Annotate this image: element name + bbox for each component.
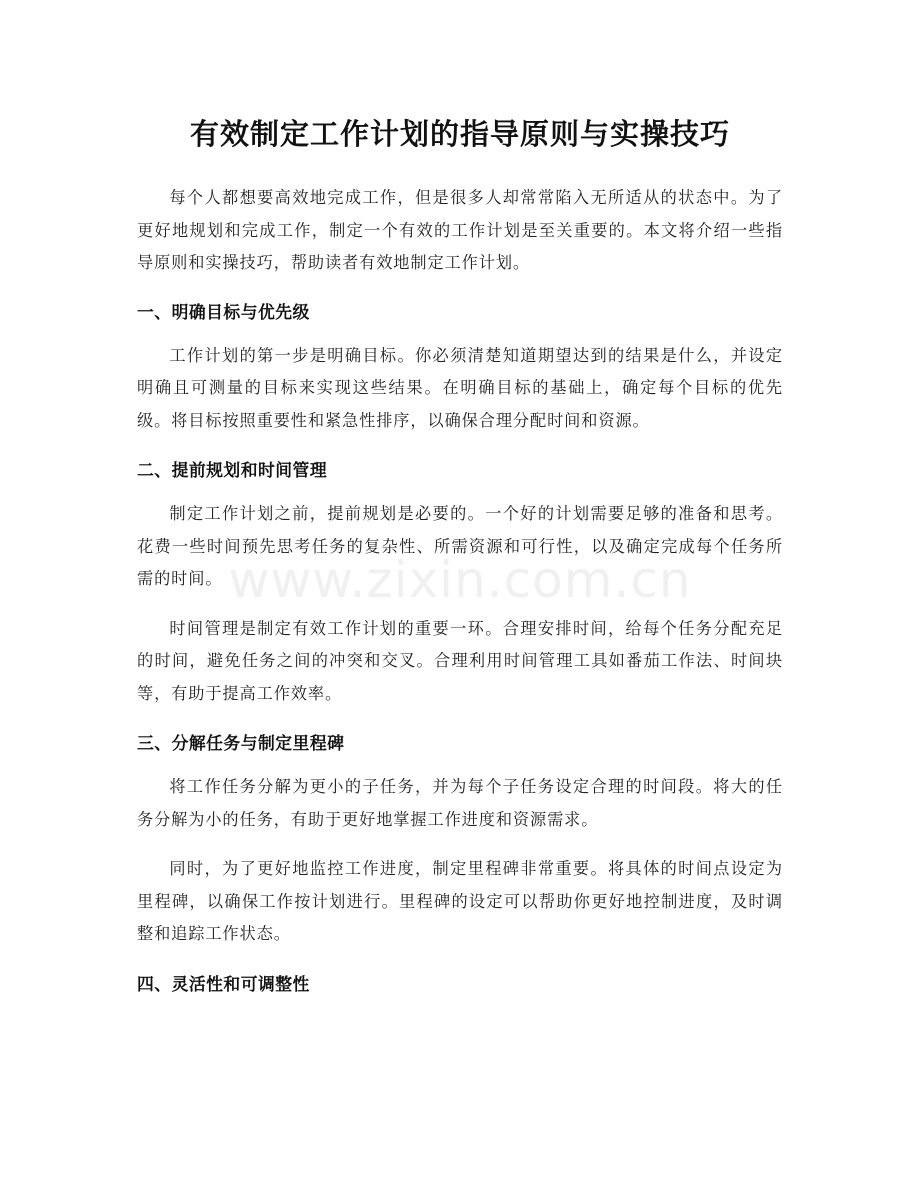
section-2-heading: 二、提前规划和时间管理 bbox=[137, 460, 328, 480]
section-1-paragraph-1: 工作计划的第一步是明确目标。你必须清楚知道期望达到的结果是什么，并设定明确且可测量的目标来实现这些结果。在明确目标的基础上，确定每个目标的优先级。将目标按照重要性和紧急性排序，以确保合理分配时间和资源。 bbox=[137, 345, 783, 430]
document-title: 有效制定工作计划的指导原则与实操技巧 bbox=[189, 117, 730, 151]
section-1-heading: 一、明确目标与优先级 bbox=[137, 301, 310, 322]
watermark: www.zixin.com.cn bbox=[228, 551, 692, 609]
intro-paragraph: 每个人都想要高效地完成工作，但是很多人却常常陷入无所适从的状态中。为了更好地规划和完成工作，制定一个有效的工作计划是至关重要的。本文将介绍一些指导原则和实操技巧，帮助读者有效地制定工作计划。 bbox=[137, 188, 783, 272]
section-3-paragraph-1: 将工作任务分解为更小的子任务，并为每个子任务设定合理的时间段。将大的任务分解为小的任务，有助于更好地掌握工作进度和资源需求。 bbox=[137, 777, 783, 829]
section-3-paragraph-2: 同时，为了更好地监控工作进度，制定里程碑非常重要。将具体的时间点设定为里程碑，以确保工作按计划进行。里程碑的设定可以帮助你更好地控制进度，及时调整和追踪工作状态。 bbox=[137, 859, 783, 943]
section-3-heading: 三、分解任务与制定里程碑 bbox=[137, 733, 345, 753]
section-2-paragraph-2: 时间管理是制定有效工作计划的重要一环。合理安排时间，给每个任务分配充足的时间，避免任务之间的冲突和交叉。合理利用时间管理工具如番茄工作法、时间块等，有助于提高工作效率。 bbox=[137, 618, 783, 703]
section-2-paragraph-1: 制定工作计划之前，提前规划是必要的。一个好的计划需要足够的准备和思考。花费一些时间预先思考任务的复杂性、所需资源和可行性，以及确定完成每个任务所需的时间。 bbox=[137, 504, 783, 588]
section-4-heading: 四、灵活性和可调整性 bbox=[137, 973, 310, 994]
